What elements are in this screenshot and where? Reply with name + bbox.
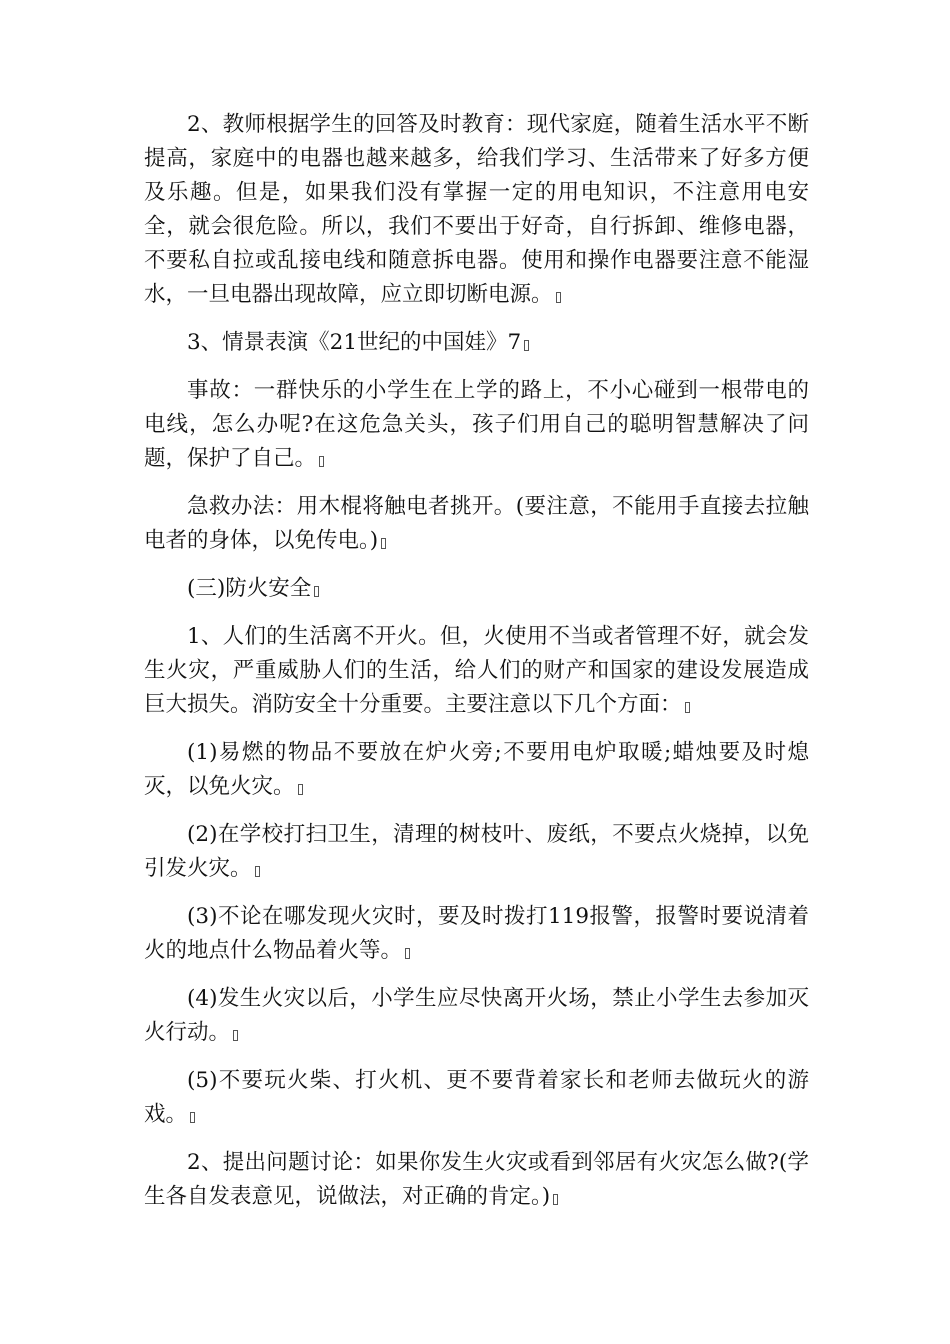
paragraph-end-mark-icon [190,1112,195,1123]
paragraph-first-aid: 急救办法：用木棍将触电者挑开。(要注意，不能用手直接去拉触电者的身体，以免传电。) [144,494,809,553]
list-item-fire-rule-1: (1)易燃的物品不要放在炉火旁;不要用电炉取暖;蜡烛要及时熄灭，以免火灾。 [144,740,809,799]
paragraph-end-mark-icon [553,1194,558,1205]
paragraph-end-mark-icon [556,292,561,303]
paragraph-end-mark-icon [381,538,386,549]
paragraph-fire-intro: 1、人们的生活离不开火。但，火使用不当或者管理不好，就会发生火灾，严重威胁人们的生活，给人们的财产和国家的建设发展造成巨大损失。消防安全十分重要。主要注意以下几个方面： [144,624,809,717]
section-heading-fire-safety: (三)防火安全 [144,572,809,606]
list-item-fire-rule-2: (2)在学校打扫卫生，清理的树枝叶、废纸，不要点火烧掉，以免引发火灾。 [144,822,809,881]
paragraph-end-mark-icon [405,948,410,959]
list-item-fire-rule-4: (4)发生火灾以后，小学生应尽快离开火场，禁止小学生去参加灭火行动。 [144,986,809,1045]
paragraph-accident: 事故：一群快乐的小学生在上学的路上，不小心碰到一根带电的电线，怎么办呢?在这危急关头，孩子们用自己的聪明智慧解决了问题，保护了自己。 [144,378,809,471]
document-body [144,108,809,1228]
paragraph-end-mark-icon [685,702,690,713]
paragraph-end-mark-icon [298,784,303,795]
paragraph-discussion: 2、提出问题讨论：如果你发生火灾或看到邻居有火灾怎么做?(学生各自发表意见，说做法，对正确的肯定。) [144,1150,809,1209]
paragraph-end-mark-icon [233,1030,238,1041]
paragraph-end-mark-icon [255,866,260,877]
paragraph-end-mark-icon [524,340,529,351]
list-item-fire-rule-3: (3)不论在哪发现火灾时，要及时拨打119报警，报警时要说清着火的地点什么物品着火等。 [144,904,809,963]
paragraph-electric-education: 2、教师根据学生的回答及时教育：现代家庭，随着生活水平不断提高，家庭中的电器也越来越多，给我们学习、生活带来了好多方便及乐趣。但是，如果我们没有掌握一定的用电知识，不注意用电安全，就会很危险。所以，我们不要出于好奇，自行拆卸、维修电器，不要私自拉或乱接电线和随意拆电器。使用和操作电器要注意不能湿水，一旦电器出现故障，应立即切断电源。 [144,112,809,307]
paragraph-end-mark-icon [314,586,319,597]
paragraph-scenario-performance: 3、情景表演《21世纪的中国娃》7 [144,326,809,360]
paragraph-end-mark-icon [319,456,324,467]
list-item-fire-rule-5: (5)不要玩火柴、打火机、更不要背着家长和老师去做玩火的游戏。 [144,1068,809,1127]
